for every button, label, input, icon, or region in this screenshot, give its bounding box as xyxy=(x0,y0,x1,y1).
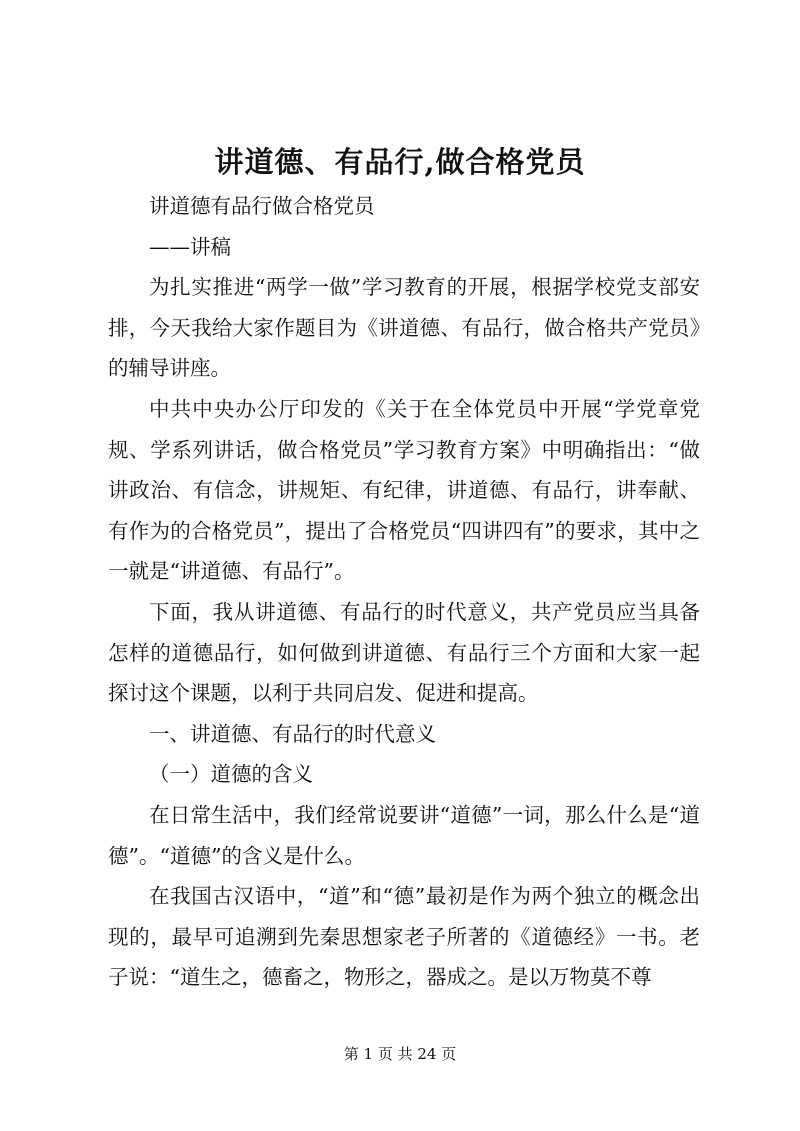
paragraph-origin: 在我国古汉语中，“道”和“德”最初是作为两个独立的概念出现的，最早可追溯到先秦思想家老子所著的《道德经》一书。老子说：“道生之，德畜之，物形之，器成之。是以万物莫不尊 xyxy=(108,884,700,990)
paragraph-policy: 中共中央办公厅印发的《关于在全体党员中开展“学党章党规、学系列讲话，做合格党员”学习教育方案》中明确指出：“做讲政治、有信念，讲规矩、有纪律，讲道德、有品行，讲奉献、有作为的合格党员”，提出了合格党员“四讲四有”的要求，其中之一就是“讲道德、有品行”。 xyxy=(108,396,700,584)
paragraph-intro: 为扎实推进“两学一做”学习教育的开展，根据学校党支部安排，今天我给大家作题目为《讲道德、有品行，做合格共产党员》的辅导讲座。 xyxy=(108,275,700,381)
document-title: 讲道德、有品行,做合格党员 xyxy=(214,145,586,179)
paragraph-definition-question: 在日常生活中，我们经常说要讲“道德”一词，那么什么是“道德”。“道德”的含义是什么。 xyxy=(108,802,700,868)
paragraph-genre: ——讲稿 xyxy=(149,234,231,259)
paragraph-subtitle: 讲道德有品行做合格党员 xyxy=(149,194,375,218)
section-heading-1: 一、讲道德、有品行的时代意义 xyxy=(149,721,436,746)
paragraph-outline: 下面，我从讲道德、有品行的时代意义，共产党员应当具备怎样的道德品行，如何做到讲道德、有品行三个方面和大家一起探讨这个课题，以利于共同启发、促进和提高。 xyxy=(108,599,700,706)
document-body xyxy=(108,186,700,998)
subsection-heading-1: （一）道德的含义 xyxy=(149,762,313,787)
page-footer: 第 1 页 共 24 页 xyxy=(343,1045,457,1063)
